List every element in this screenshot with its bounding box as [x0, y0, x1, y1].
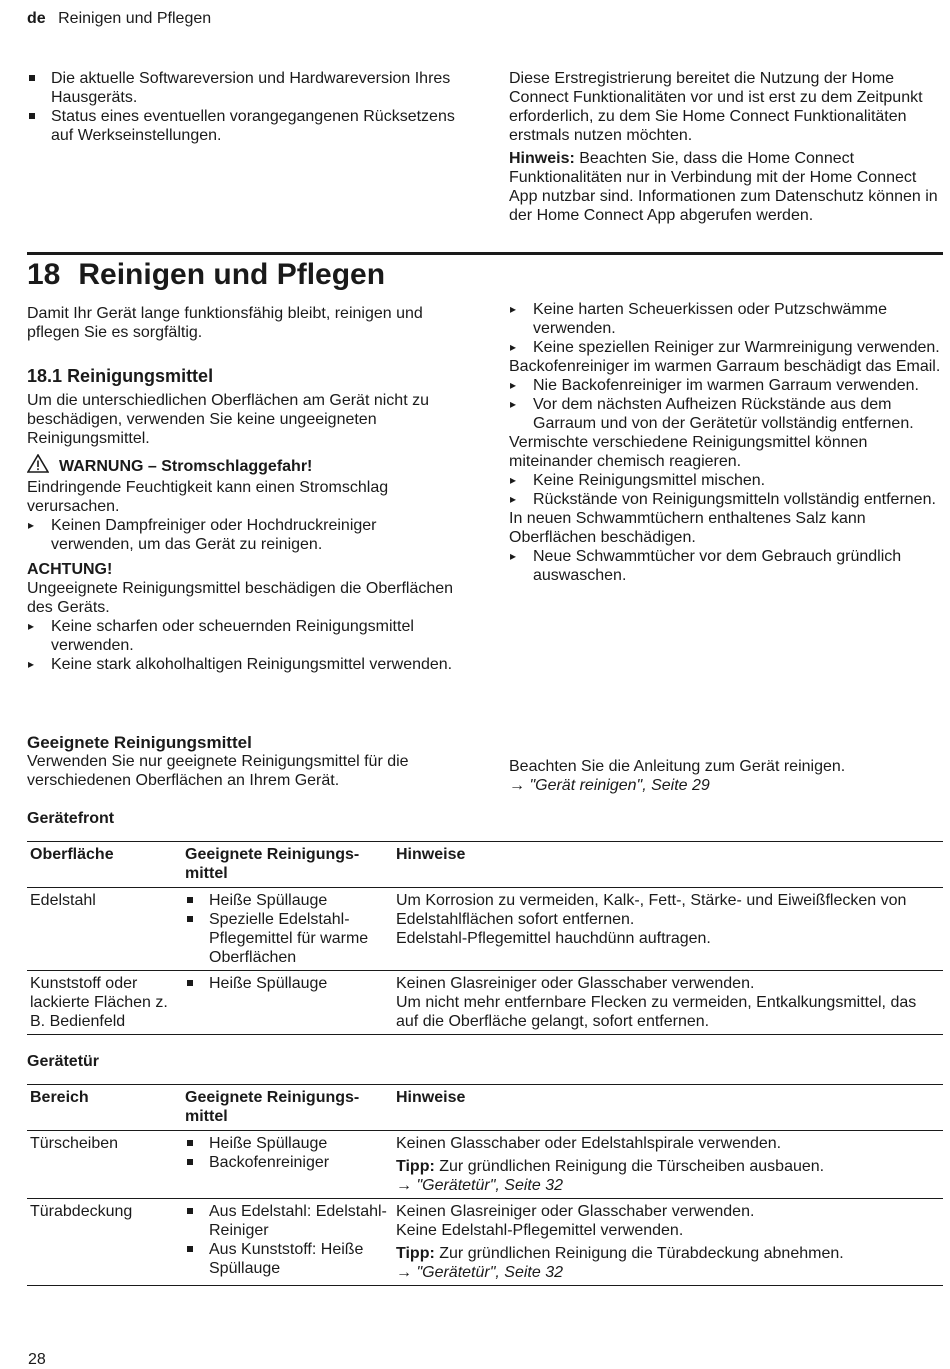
chapter-intro: Damit Ihr Gerät lange funktionsfähig bleibt, reinigen und pflegen Sie es sorgfältig.: [27, 305, 423, 341]
note-line: Um Korrosion zu vermeiden, Kalk-, Fett-, Stärke- und Eiweißflecken von Edelstahlflächen sofort entfernen.: [396, 892, 907, 928]
achtung-action: ▸ Keine stark alkoholhaltigen Reinigungsmittel verwenden.: [27, 655, 457, 674]
table-row: [27, 1199, 943, 1286]
table-header-row: [27, 1085, 943, 1131]
table-cell-agents: [182, 888, 393, 971]
table-cell-notes: [393, 1131, 943, 1199]
achtung-text: Ungeeignete Reinigungsmittel beschädigen die Oberflächen des Geräts.: [27, 580, 454, 616]
warning-triangle-icon: [27, 454, 49, 478]
warning-action: ▸ Keinen Dampfreiniger oder Hochdruckreiniger verwenden, um das Gerät zu reinigen.: [27, 516, 457, 554]
reference-link[interactable]: → "Gerätetür", Seite 32: [396, 1264, 563, 1281]
table-cell-agents: [182, 971, 393, 1035]
column-header: Geeignete Reinigungs-mittel: [182, 1085, 393, 1131]
note-line: Keinen Glasreiniger oder Glasschaber verwenden.: [396, 975, 755, 992]
table-row: [27, 888, 943, 971]
list-item: Heiße Spüllauge: [185, 974, 390, 993]
main-left-column: [27, 304, 457, 674]
right-action: ▸ Keine harten Scheuerkissen oder Putzschwämme verwenden.: [509, 300, 941, 338]
table-cell-notes: [393, 1199, 943, 1286]
note-line: Keinen Glasreiniger oder Glasschaber verwenden.: [396, 1203, 755, 1220]
table-cell-notes: [393, 888, 943, 971]
tipp-text: Zur gründlichen Reinigung die Türscheiben ausbauen.: [434, 1158, 825, 1175]
achtung-label: ACHTUNG!: [27, 561, 113, 578]
reference-link[interactable]: → "Gerätetür", Seite 32: [396, 1177, 563, 1194]
table-row: [27, 1131, 943, 1199]
list-item: Status eines eventuellen vorangegangenen Rücksetzens auf Werkseinstellungen.: [27, 107, 463, 145]
column-header: Hinweise: [393, 842, 943, 888]
table-cell-agents: [182, 1131, 393, 1199]
geeignete-right-text: Beachten Sie die Anleitung zum Gerät reinigen.: [509, 758, 846, 775]
top-right-column: [509, 69, 941, 225]
page-number: 28: [28, 1351, 46, 1368]
table1-caption-text: Gerätefront: [27, 810, 115, 827]
section-title: Reinigungsmittel: [67, 366, 214, 386]
language-code: de: [27, 10, 46, 27]
list-item: Heiße Spüllauge: [185, 891, 390, 910]
list-item: Aus Kunststoff: Heiße Spüllauge: [185, 1240, 390, 1278]
header-title: Reinigen und Pflegen: [58, 10, 212, 27]
list-item: Die aktuelle Softwareversion und Hardwareversion Ihres Hausgeräts.: [27, 69, 463, 107]
table-cell-area: Türabdeckung: [27, 1199, 182, 1286]
chapter-rule: [27, 252, 943, 255]
right-action: ▸ Rückstände von Reinigungsmitteln vollständig entfernen.: [509, 490, 941, 509]
warning-label: WARNUNG – Stromschlaggefahr!: [59, 458, 313, 475]
column-header: Oberfläche: [27, 842, 182, 888]
right-text: Backofenreiniger im warmen Garraum beschädigt das Email.: [509, 358, 941, 375]
table1-caption: [27, 809, 114, 828]
warning-heading: [27, 454, 457, 478]
right-action: ▸ Nie Backofenreiniger im warmen Garraum verwenden.: [509, 376, 941, 395]
column-header: Geeignete Reinigungs-mittel: [182, 842, 393, 888]
table-row: [27, 971, 943, 1035]
tipp-line: [396, 1244, 940, 1263]
geeignete-left: [27, 733, 467, 790]
tipp-line: [396, 1157, 940, 1176]
table-geraetefront: [27, 841, 943, 1035]
geeignete-heading: Geeignete Reinigungsmittel: [27, 733, 252, 752]
right-text: Vermischte verschiedene Reinigungsmittel können miteinander chemisch reagieren.: [509, 434, 868, 470]
table-header-row: [27, 842, 943, 888]
table-cell-area: Edelstahl: [27, 888, 182, 971]
list-item: Heiße Spüllauge: [185, 1134, 390, 1153]
right-action: ▸ Vor dem nächsten Aufheizen Rückstände aus dem Garraum und von der Gerätetür vollständig entfernen.: [509, 395, 941, 433]
section-intro: Um die unterschiedlichen Oberflächen am Gerät nicht zu beschädigen, verwenden Sie keine ungeeigneten Reinigungsmittel.: [27, 392, 429, 447]
list-item: Aus Edelstahl: Edelstahl-Reiniger: [185, 1202, 390, 1240]
hinweis-paragraph: [509, 149, 941, 225]
hinweis-text: Beachten Sie, dass die Home Connect Funktionalitäten nur in Verbindung mit der Home Connect App nutzbar sind. Informationen zum Datenschutz können in der Home Connect App abgerufen werden.: [509, 150, 938, 224]
geeignete-reference-link[interactable]: → "Gerät reinigen", Seite 29: [509, 777, 710, 794]
list-item: Spezielle Edelstahl-Pflegemittel für warme Oberflächen: [185, 910, 390, 967]
table-cell-area: Türscheiben: [27, 1131, 182, 1199]
hinweis-label: Hinweis:: [509, 150, 575, 167]
table2-caption-text: Gerätetür: [27, 1053, 100, 1070]
section-number: 18.1: [27, 366, 63, 386]
note-line: Keine Edelstahl-Pflegemittel verwenden.: [396, 1222, 684, 1239]
tipp-label: Tipp:: [396, 1245, 435, 1262]
tipp-text: Zur gründlichen Reinigung die Türabdeckung abnehmen.: [434, 1245, 844, 1262]
note-line: Keinen Glasschaber oder Edelstahlspirale verwenden.: [396, 1135, 782, 1152]
top-left-column: [27, 69, 463, 145]
note-line: Um nicht mehr entfernbare Flecken zu vermeiden, Entkalkungsmittel, das auf die Oberfläche gelangt, sofort entfernen.: [396, 994, 917, 1030]
column-header: Hinweise: [393, 1085, 943, 1131]
table-cell-area: Kunststoff oder lackierte Flächen z. B. Bedienfeld: [27, 971, 182, 1035]
warning-text: Eindringende Feuchtigkeit kann einen Stromschlag verursachen.: [27, 479, 389, 515]
achtung-action: ▸ Keine scharfen oder scheuernden Reinigungsmittel verwenden.: [27, 617, 457, 655]
note-line: Edelstahl-Pflegemittel hauchdünn auftragen.: [396, 930, 711, 947]
registration-paragraph: Diese Erstregistrierung bereitet die Nutzung der Home Connect Funktionalitäten vor und ist erst zu dem Zeitpunkt erforderlich, zu dem Sie Home Connect Funktionalitäten erstmals nutzen möchten.: [509, 70, 923, 144]
table-cell-notes: [393, 971, 943, 1035]
tipp-label: Tipp:: [396, 1158, 435, 1175]
right-text: In neuen Schwammtüchern enthaltenes Salz kann Oberflächen beschädigen.: [509, 510, 866, 546]
right-action: ▸ Keine speziellen Reiniger zur Warmreinigung verwenden.: [509, 338, 941, 357]
running-header: [27, 9, 211, 28]
geeignete-left-text: Verwenden Sie nur geeignete Reinigungsmittel für die verschiedenen Oberflächen an Ihrem Gerät.: [27, 753, 409, 789]
geeignete-right: [509, 757, 941, 795]
list-item: Backofenreiniger: [185, 1153, 390, 1172]
main-right-column: [509, 300, 941, 585]
chapter-title-text: Reinigen und Pflegen: [78, 258, 386, 291]
column-header: Bereich: [27, 1085, 182, 1131]
table-cell-agents: [182, 1199, 393, 1286]
section-heading: [27, 365, 457, 387]
chapter-number: 18: [27, 258, 61, 291]
right-action: ▸ Neue Schwammtücher vor dem Gebrauch gründlich auswaschen.: [509, 547, 941, 585]
right-action: ▸ Keine Reinigungsmittel mischen.: [509, 471, 941, 490]
chapter-title: [27, 258, 385, 292]
table-geraetetuer: [27, 1084, 943, 1286]
table2-caption: [27, 1052, 99, 1071]
